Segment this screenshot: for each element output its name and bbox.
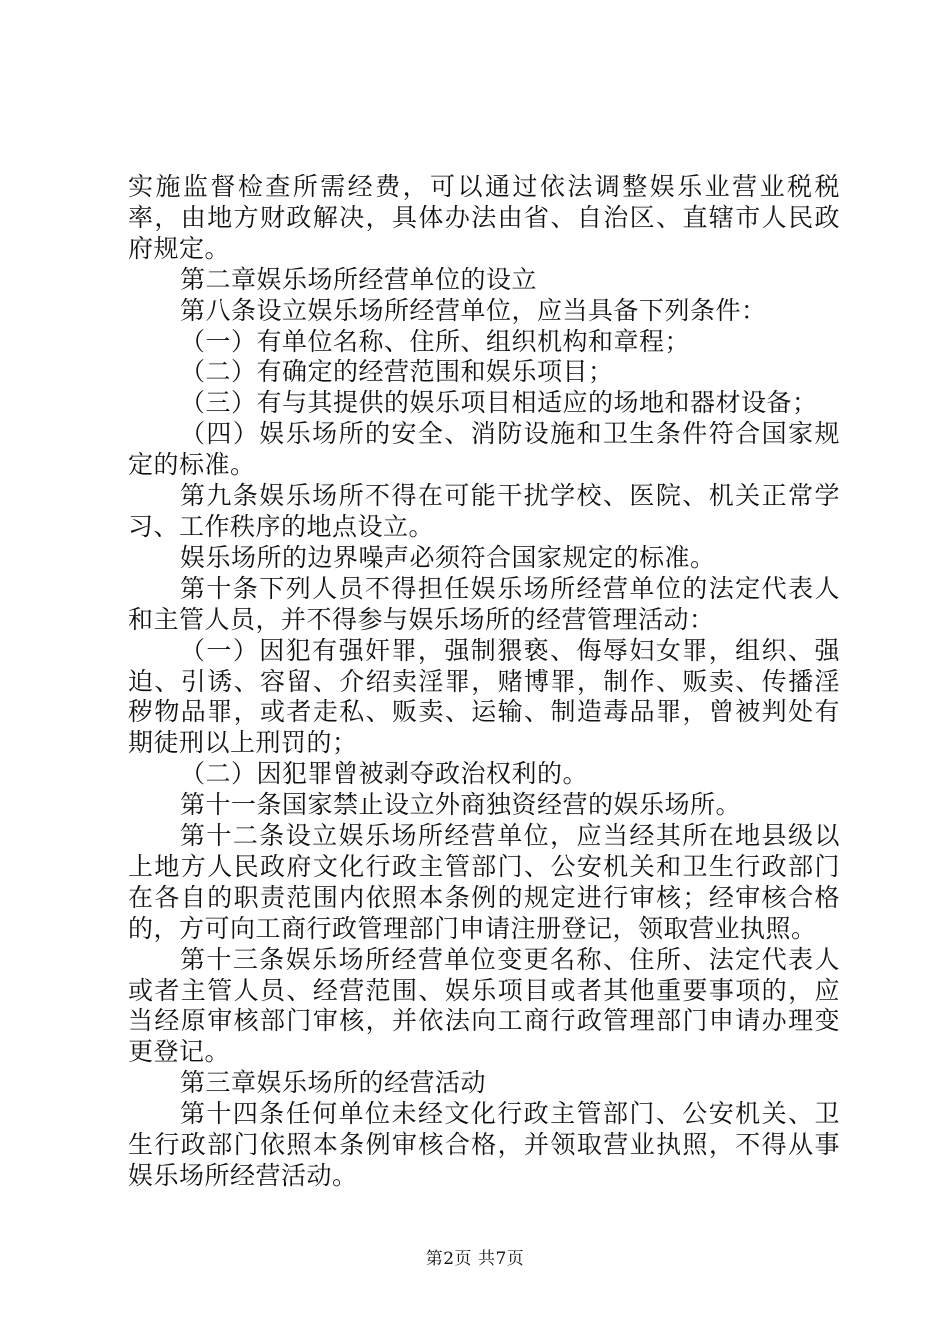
chapter-heading-2: 第二章娱乐场所经营单位的设立 — [180, 264, 538, 294]
article-8-item-3: （三）有与其提供的娱乐项目相适应的场地和器材设备； — [180, 388, 818, 418]
document-body — [128, 172, 840, 1192]
article-13: 第十三条娱乐场所经营单位变更名称、住所、法定代表人或者主管人员、经营范围、娱乐项目或者其他重要事项的，应当经原审核部门审核，并依法向工商行政管理部门申请办理变更登记。 — [128, 944, 840, 1067]
article-9-noise: 娱乐场所的边界噪声必须符合国家规定的标准。 — [180, 542, 716, 572]
article-8: 第八条设立娱乐场所经营单位，应当具备下列条件： — [180, 295, 767, 325]
article-12: 第十二条设立娱乐场所经营单位，应当经其所在地县级以上地方人民政府文化行政主管部门、公安机关和卫生行政部门在各自的职责范围内依照本条例的规定进行审核；经审核合格的，方可向工商行政管理部门申请注册登记，领取营业执照。 — [128, 821, 840, 943]
article-8-item-2: （二）有确定的经营范围和娱乐项目； — [180, 357, 614, 387]
article-8-item-4: （四）娱乐场所的安全、消防设施和卫生条件符合国家规定的标准。 — [128, 419, 840, 480]
article-9: 第九条娱乐场所不得在可能干扰学校、医院、机关正常学习、工作秩序的地点设立。 — [128, 481, 840, 541]
article-10: 第十条下列人员不得担任娱乐场所经营单位的法定代表人和主管人员，并不得参与娱乐场所的经营管理活动： — [128, 573, 840, 634]
article-11: 第十一条国家禁止设立外商独资经营的娱乐场所。 — [180, 790, 742, 820]
page-footer — [0, 1244, 950, 1269]
chapter-heading-3: 第三章娱乐场所的经营活动 — [180, 1068, 487, 1098]
article-14: 第十四条任何单位未经文化行政主管部门、公安机关、卫生行政部门依照本条例审核合格，并领取营业执照，不得从事娱乐场所经营活动。 — [128, 1099, 840, 1190]
article-10-item-2: （二）因犯罪曾被剥夺政治权利的。 — [180, 759, 589, 789]
article-10-item-1: （一）因犯有强奸罪，强制猥亵、侮辱妇女罪，组织、强迫、引诱、容留、介绍卖淫罪，赌博罪，制作、贩卖、传播淫秽物品罪，或者走私、贩卖、运输、制造毒品罪，曾被判处有期徒刑以上刑罚的； — [128, 635, 840, 758]
article-8-item-1: （一）有单位名称、住所、组织机构和章程； — [180, 326, 691, 356]
page-number: 第2页 共7页 — [425, 1249, 525, 1269]
paragraph-1: 实施监督检查所需经费，可以通过依法调整娱乐业营业税税率，由地方财政解决，具体办法由省、自治区、直辖市人民政府规定。 — [128, 172, 840, 263]
